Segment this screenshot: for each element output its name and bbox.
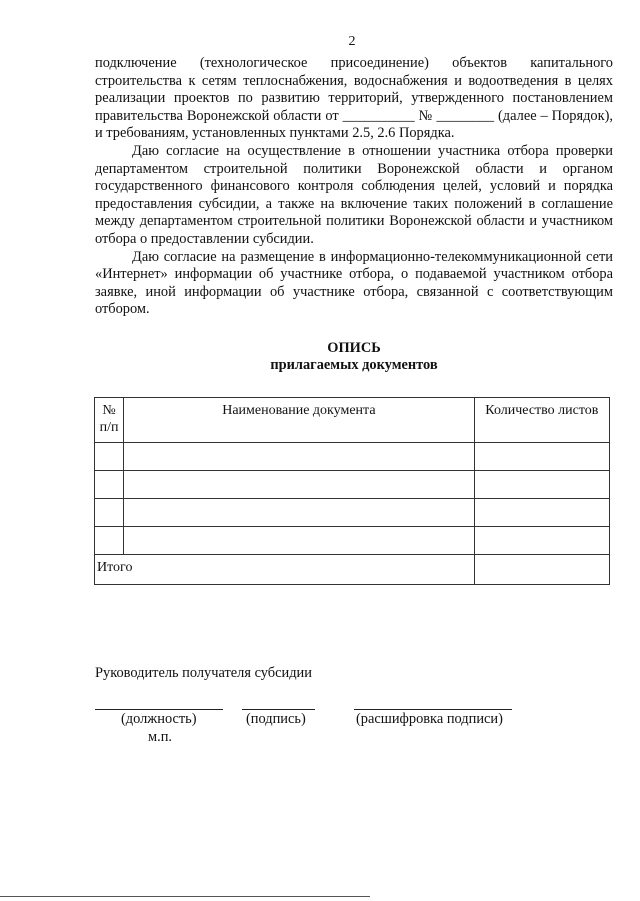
table-row	[95, 443, 610, 471]
cell-quantity	[474, 499, 609, 527]
table-row	[95, 499, 610, 527]
signature-label: (подпись)	[246, 711, 306, 727]
position-label: (должность)	[121, 711, 197, 727]
stamp-label: м.п.	[148, 729, 173, 745]
footer-rule	[0, 896, 370, 897]
column-header-quantity: Количество листов	[474, 398, 609, 443]
paragraph-consent-inspection: Даю согласие на осуществление в отношении участника отбора проверки департаментом строительной политики Воронежской области и органом государственного финансового контроля соблюдения целей, условий и порядка предоставления субсидии, а также на включение таких положений в соглашение между департаментом строительной политики Воронежской области и участником отбора о предоставлении субсидии.	[95, 142, 613, 247]
column-header-name: Наименование документа	[124, 398, 475, 443]
position-line	[95, 709, 223, 710]
document-body	[95, 55, 613, 319]
column-header-number: № п/п	[95, 398, 124, 443]
documents-table	[94, 397, 610, 585]
cell-quantity	[474, 527, 609, 555]
cell-number	[95, 443, 124, 471]
cell-name	[124, 471, 475, 499]
cell-number	[95, 471, 124, 499]
cell-quantity	[474, 471, 609, 499]
cell-quantity	[474, 443, 609, 471]
cell-name	[124, 443, 475, 471]
total-label: Итого	[95, 555, 475, 585]
cell-number	[95, 527, 124, 555]
table-total-row	[95, 555, 610, 585]
total-value	[474, 555, 609, 585]
page-number: 2	[348, 34, 356, 49]
signature-line	[242, 709, 315, 710]
decoding-line	[354, 709, 512, 710]
inventory-subtitle: прилагаемых документов	[270, 357, 438, 373]
table-row	[95, 471, 610, 499]
paragraph-procedure: подключение (технологическое присоединение) объектов капитального строительства к сетям теплоснабжения, водоснабжения и водоотведения в целях реализации проектов по развитию территорий, утвержденного постановлением правительства Воронежской области от __________ № ________ (далее – Порядок), и требованиям, установленных пунктами 2.5, 2.6 Порядка.	[95, 55, 613, 142]
cell-number	[95, 499, 124, 527]
inventory-title: ОПИСЬ	[327, 340, 381, 356]
cell-name	[124, 499, 475, 527]
cell-name	[124, 527, 475, 555]
paragraph-consent-internet: Даю согласие на размещение в информационно-телекоммуникационной сети «Интернет» информации об участнике отбора, о подаваемой участником отбора заявке, иной информации об участнике отбора, связанной с соответствующим отбором.	[95, 248, 613, 318]
signer-title: Руководитель получателя субсидии	[95, 665, 312, 681]
decoding-label: (расшифровка подписи)	[356, 711, 503, 727]
table-header-row	[95, 398, 610, 443]
table-row	[95, 527, 610, 555]
